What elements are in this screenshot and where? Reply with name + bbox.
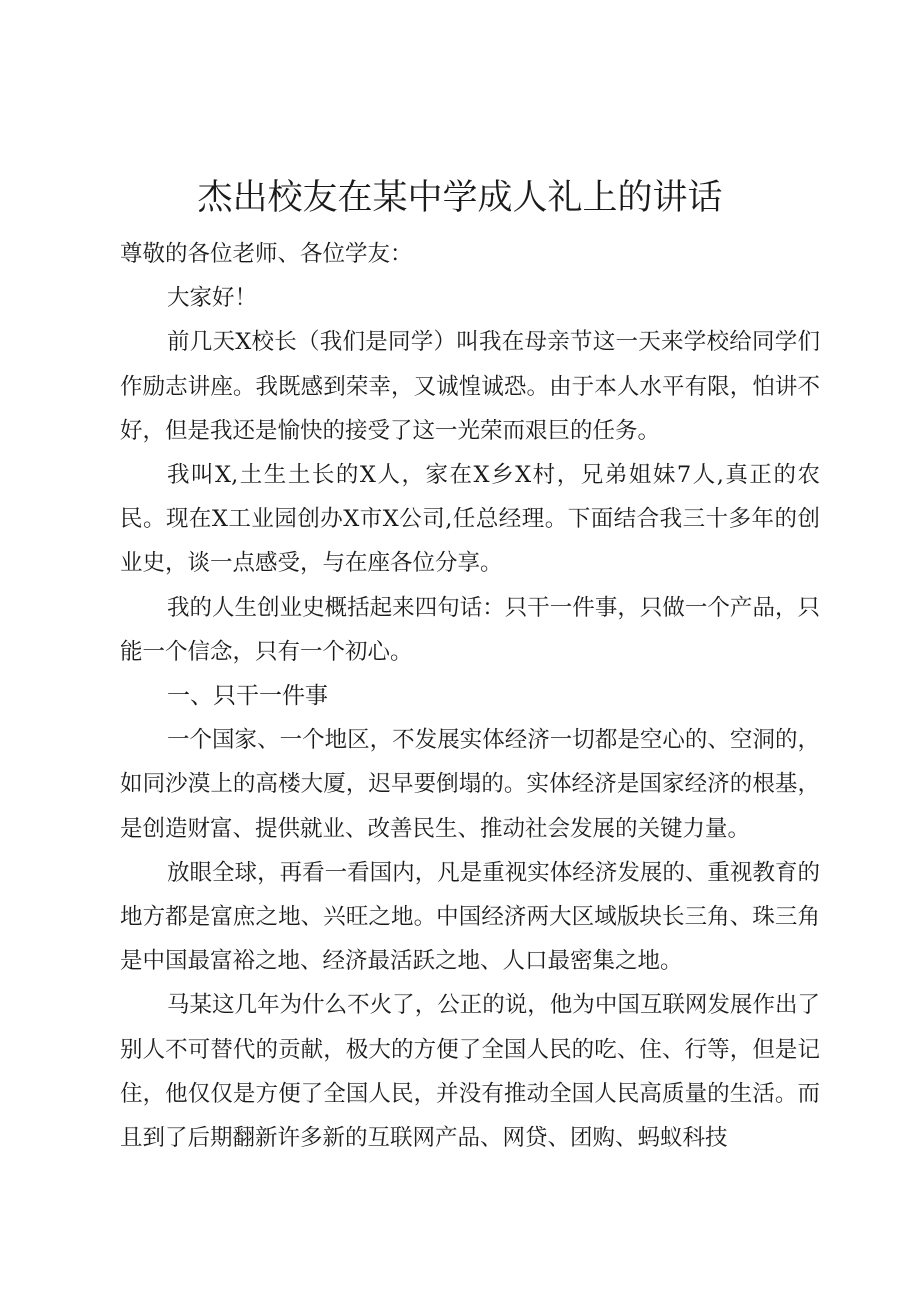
paragraph: 我叫X,土生土长的X人，家在X乡X村，兄弟姐妹7人,真正的农民。现在X工业园创办X市X公司,任总经理。下面结合我三十多年的创业史，谈一点感受，与在座各位分享。 [120,462,820,577]
document-title: 杰出校友在某中学成人礼上的讲话 [197,178,723,218]
paragraph: 放眼全球，再看一看国内，凡是重视实体经济发展的、重视教育的地方都是富庶之地、兴旺之地。中国经济两大区域版块长三角、珠三角是中国最富裕之地、经济最活跃之地、人口最密集之地。 [120,859,820,975]
paragraph: 前几天X校长（我们是同学）叫我在母亲节这一天来学校给同学们作励志讲座。我既感到荣幸，又诚惶诚恐。由于本人水平有限，怕讲不好，但是我还是愉快的接受了这一光荣而艰巨的任务。 [120,329,820,444]
document-body [120,232,820,1160]
paragraph: 马某这几年为什么不火了，公正的说，他为中国互联网发展作出了别人不可替代的贡献，极大的方便了全国人民的吃、住、行等，但是记住，他仅仅是方便了全国人民，并没有推动全国人民高质量的生活。而且到了后期翻新许多新的互联网产品、网贷、团购、蚂蚁科技 [120,992,820,1152]
paragraph: 一个国家、一个地区，不发展实体经济一切都是空心的、空洞的，如同沙漠上的高楼大厦，迟早要倒塌的。实体经济是国家经济的根基，是创造财富、提供就业、改善民生、推动社会发展的关键力量。 [120,727,820,842]
greeting: 大家好！ [167,285,258,312]
section-heading: 一、只干一件事 [167,683,328,710]
salutation: 尊敬的各位老师、各位学友： [120,241,413,267]
paragraph: 我的人生创业史概括起来四句话：只干一件事，只做一个产品，只能一个信念，只有一个初心。 [120,594,820,665]
